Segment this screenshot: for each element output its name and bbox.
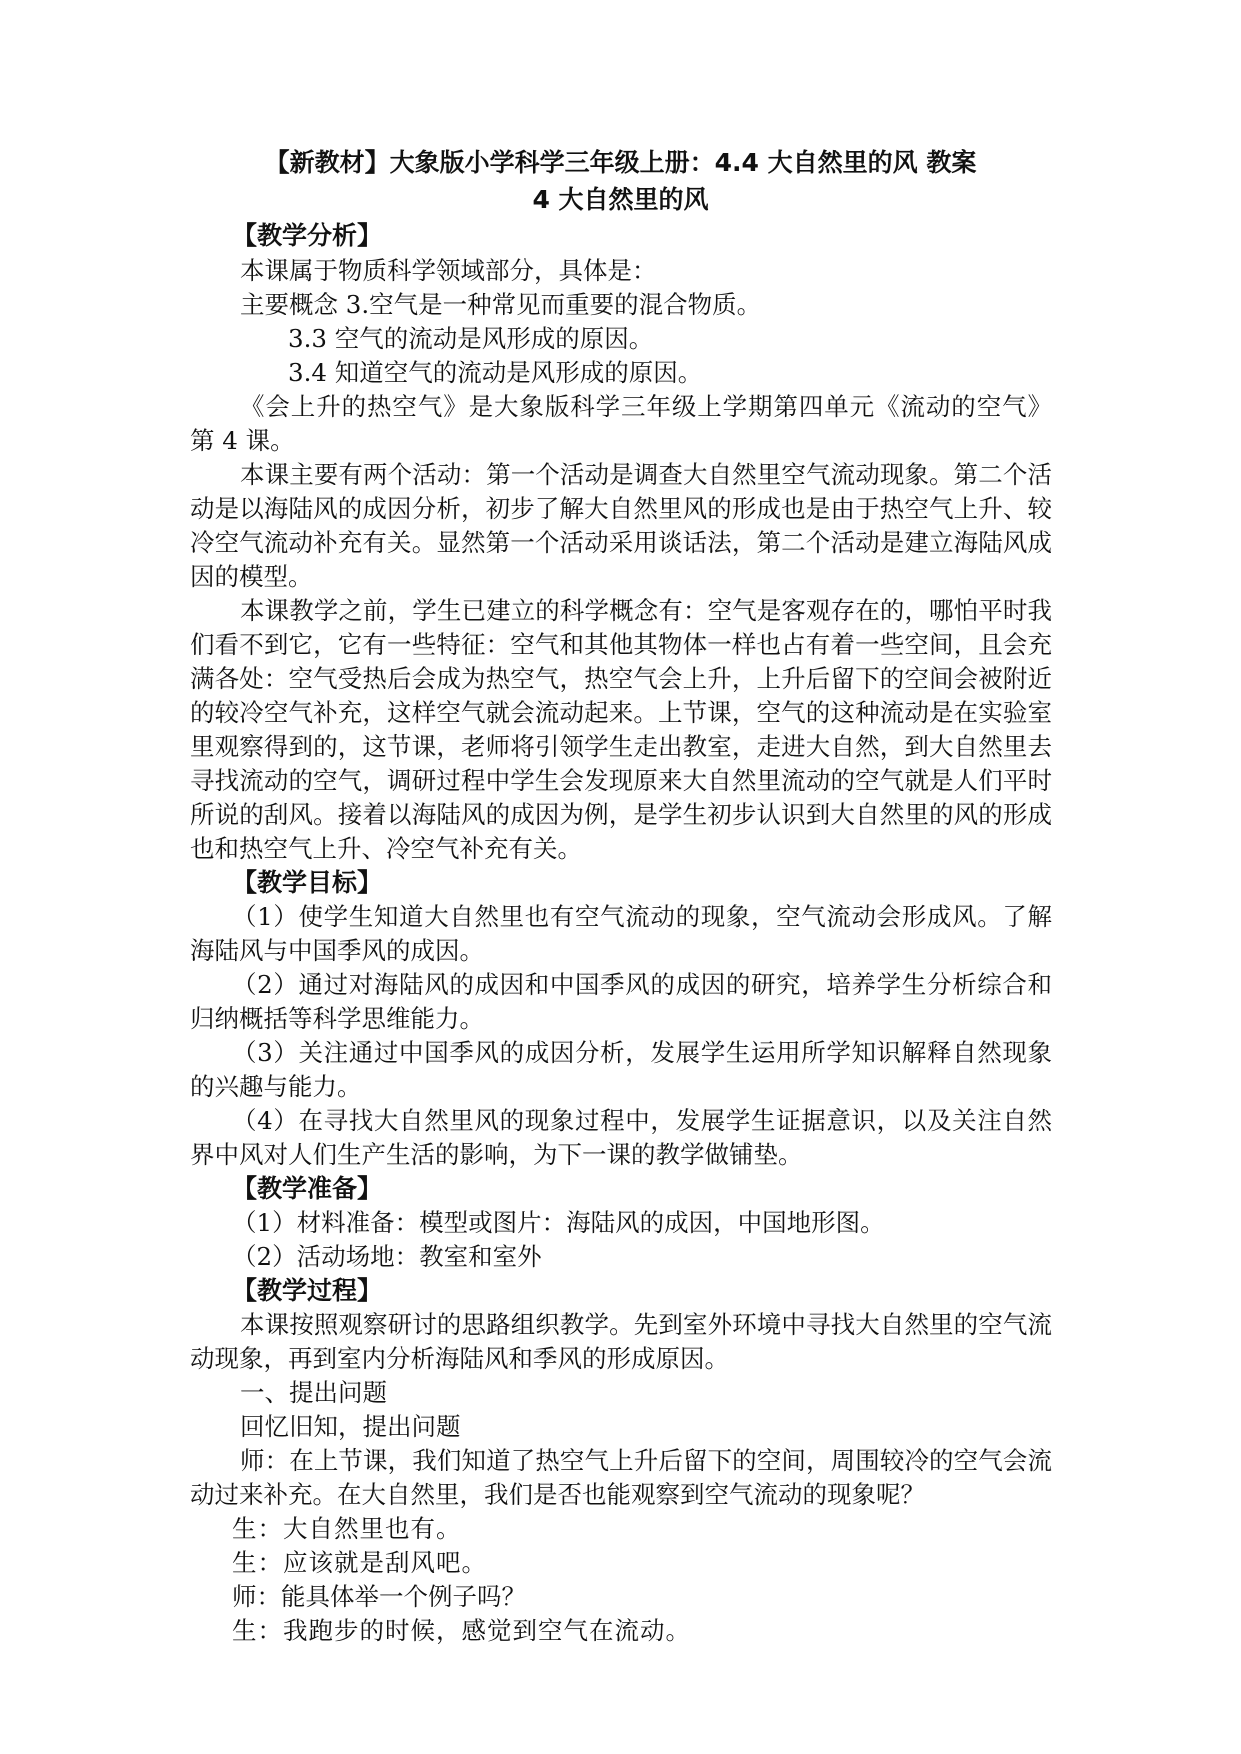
paragraph-line: 第 4 课。 bbox=[190, 426, 295, 455]
dialogue-line: 师：在上节课，我们知道了热空气上升后留下的空间，周围较冷的空气会流 bbox=[240, 1446, 1052, 1475]
paragraph-line: 寻找流动的空气，调研过程中学生会发现原来大自然里流动的空气就是人们平时 bbox=[190, 766, 1052, 795]
goal-line: 归纳概括等科学思维能力。 bbox=[190, 1004, 484, 1033]
dialogue-line: 动过来补充。在大自然里，我们是否也能观察到空气流动的现象呢？ bbox=[190, 1480, 925, 1509]
prep-line: （1）材料准备：模型或图片：海陆风的成因，中国地形图。 bbox=[232, 1208, 885, 1237]
paragraph-line: 3.3 空气的流动是风形成的原因。 bbox=[288, 324, 654, 353]
prep-line: （2）活动场地：教室和室外 bbox=[232, 1242, 542, 1271]
paragraph-line: 们看不到它，它有一些特征：空气和其他其物体一样也占有着一些空间，且会充 bbox=[190, 630, 1052, 659]
section-heading-preparation: 【教学准备】 bbox=[232, 1174, 383, 1203]
paragraph-line: 也和热空气上升、冷空气补充有关。 bbox=[190, 834, 582, 863]
goal-line: 的兴趣与能力。 bbox=[190, 1072, 362, 1101]
section-heading-goals: 【教学目标】 bbox=[232, 868, 383, 897]
paragraph-line: 动是以海陆风的成因分析，初步了解大自然里风的形成也是由于热空气上升、较 bbox=[190, 494, 1052, 523]
section-heading-analysis: 【教学分析】 bbox=[232, 221, 383, 250]
goal-line: 海陆风与中国季风的成因。 bbox=[190, 936, 484, 965]
goal-line: （2）通过对海陆风的成因和中国季风的成因的研究，培养学生分析综合和 bbox=[232, 970, 1052, 999]
dialogue-line: 生：我跑步的时候，感觉到空气在流动。 bbox=[232, 1616, 691, 1645]
goal-line: （4）在寻找大自然里风的现象过程中，发展学生证据意识，以及关注自然 bbox=[232, 1106, 1052, 1135]
section-heading-process: 【教学过程】 bbox=[232, 1276, 383, 1305]
paragraph-line: 动现象，再到室内分析海陆风和季风的形成原因。 bbox=[190, 1344, 729, 1373]
goal-line: （3）关注通过中国季风的成因分析，发展学生运用所学知识解释自然现象 bbox=[232, 1038, 1052, 1067]
paragraph-line: 满各处：空气受热后会成为热空气，热空气会上升，上升后留下的空间会被附近 bbox=[190, 664, 1052, 693]
goal-line: （1）使学生知道大自然里也有空气流动的现象，空气流动会形成风。了解 bbox=[232, 902, 1052, 931]
paragraph-line: 里观察得到的，这节课，老师将引领学生走出教室，走进大自然，到大自然里去 bbox=[190, 732, 1052, 761]
goal-line: 界中风对人们生产生活的影响，为下一课的教学做铺垫。 bbox=[190, 1140, 803, 1169]
paragraph-line: 本课按照观察研讨的思路组织教学。先到室外环境中寻找大自然里的空气流 bbox=[240, 1310, 1052, 1339]
step-heading: 一、提出问题 bbox=[240, 1378, 387, 1407]
paragraph-line: 本课教学之前，学生已建立的科学概念有：空气是客观存在的，哪怕平时我 bbox=[240, 596, 1052, 625]
step-subheading: 回忆旧知，提出问题 bbox=[240, 1412, 461, 1441]
lesson-subtitle: 4 大自然里的风 bbox=[532, 185, 709, 214]
paragraph-line: 所说的刮风。接着以海陆风的成因为例，是学生初步认识到大自然里的风的形成 bbox=[190, 800, 1052, 829]
paragraph-line: 冷空气流动补充有关。显然第一个活动采用谈话法，第二个活动是建立海陆风成 bbox=[190, 528, 1052, 557]
paragraph-line: 本课主要有两个活动：第一个活动是调查大自然里空气流动现象。第二个活 bbox=[240, 460, 1052, 489]
paragraph-line: 的较冷空气补充，这样空气就会流动起来。上节课，空气的这种流动是在实验室 bbox=[190, 698, 1052, 727]
dialogue-line: 生：应该就是刮风吧。 bbox=[232, 1548, 487, 1577]
paragraph-line: 本课属于物质科学领域部分，具体是： bbox=[240, 256, 657, 285]
dialogue-line: 生：大自然里也有。 bbox=[232, 1514, 462, 1543]
paragraph-line: 因的模型。 bbox=[190, 562, 313, 591]
paragraph-line: 3.4 知道空气的流动是风形成的原因。 bbox=[288, 358, 703, 387]
paragraph-line: 主要概念 3.空气是一种常见而重要的混合物质。 bbox=[240, 290, 762, 319]
dialogue-line: 师：能具体举一个例子吗？ bbox=[232, 1582, 526, 1611]
document-title: 【新教材】大象版小学科学三年级上册：4.4 大自然里的风 教案 bbox=[264, 148, 977, 177]
paragraph-line: 《会上升的热空气》是大象版科学三年级上学期第四单元《流动的空气》 bbox=[240, 392, 1052, 421]
